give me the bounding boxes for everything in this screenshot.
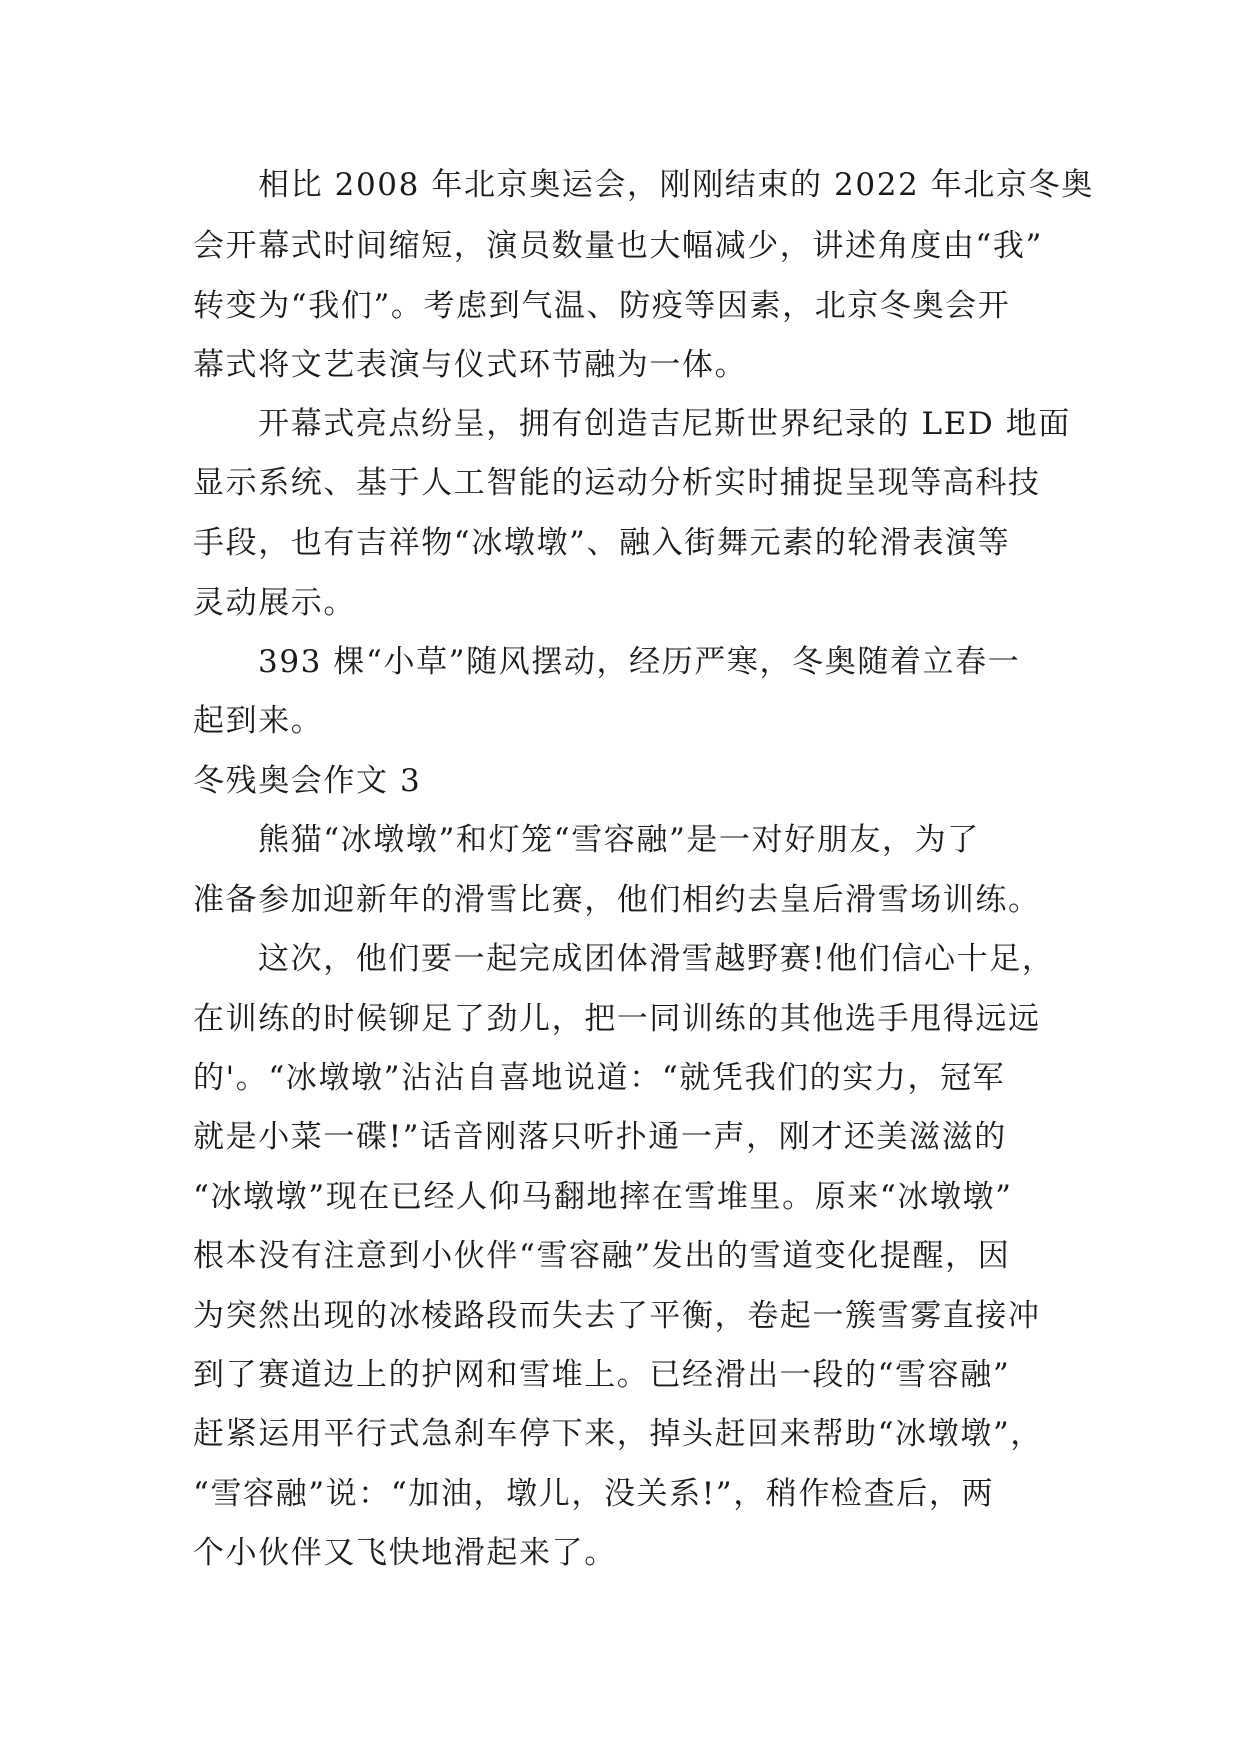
text-line: 手段，也有吉祥物“冰墩墩”、融入街舞元素的轮滑表演等 [193,525,1011,561]
text-line: 个小伙伴又飞快地滑起来了。 [193,1535,617,1571]
text-line: 赶紧运用平行式急刹车停下来，掉头赶回来帮助“冰墩墩”， [193,1416,1043,1452]
text-line: 在训练的时候铆足了劲儿，把一同训练的其他选手甩得远远 [193,1001,1041,1037]
text-line: 转变为“我们”。考虑到气温、防疫等因素，北京冬奥会开 [193,288,1011,324]
text-line: 到了赛道边上的护网和雪堆上。已经滑出一段的“雪容融” [193,1357,1011,1393]
text-line: 幕式将文艺表演与仪式环节融为一体。 [193,347,748,383]
section-heading: 冬残奥会作文 3 [193,763,422,799]
text-line: 这次，他们要一起完成团体滑雪越野赛!他们信心十足， [258,941,1055,977]
text-line: 根本没有注意到小伙伴“雪容融”发出的雪道变化提醒，因 [193,1238,1011,1274]
text-line: 显示系统、基于人工智能的运动分析实时捕捉呈现等高科技 [193,465,1041,501]
text-line: 会开幕式时间缩短，演员数量也大幅减少，讲述角度由“我” [193,228,1043,264]
text-line: 起到来。 [193,703,324,739]
text-line: 准备参加迎新年的滑雪比赛，他们相约去皇后滑雪场训练。 [193,882,1041,918]
text-line: “雪容融”说：“加油，墩儿，没关系!”，稍作检查后，两 [193,1476,995,1512]
text-line: 就是小菜一碟!”话音刚落只听扑通一声，刚才还美滋滋的 [193,1119,1007,1155]
text-line: 相比 2008 年北京奥运会，刚刚结束的 2022 年北京冬奥 [258,167,1094,203]
text-line: 的'。“冰墩墩”沾沾自喜地说道：“就凭我们的实力，冠军 [193,1060,1006,1096]
text-line: 393 棵“小草”随风摆动，经历严寒，冬奥随着立春一 [258,644,1021,680]
text-line: 灵动展示。 [193,585,356,621]
text-line: 开幕式亮点纷呈，拥有创造吉尼斯世界纪录的 LED 地面 [258,406,1071,442]
text-line: 为突然出现的冰棱路段而失去了平衡，卷起一簇雪雾直接冲 [193,1298,1041,1334]
text-line: “冰墩墩”现在已经人仰马翻地摔在雪堆里。原来“冰墩墩” [193,1179,1013,1215]
text-line: 熊猫“冰墩墩”和灯笼“雪容融”是一对好朋友，为了 [258,822,980,858]
